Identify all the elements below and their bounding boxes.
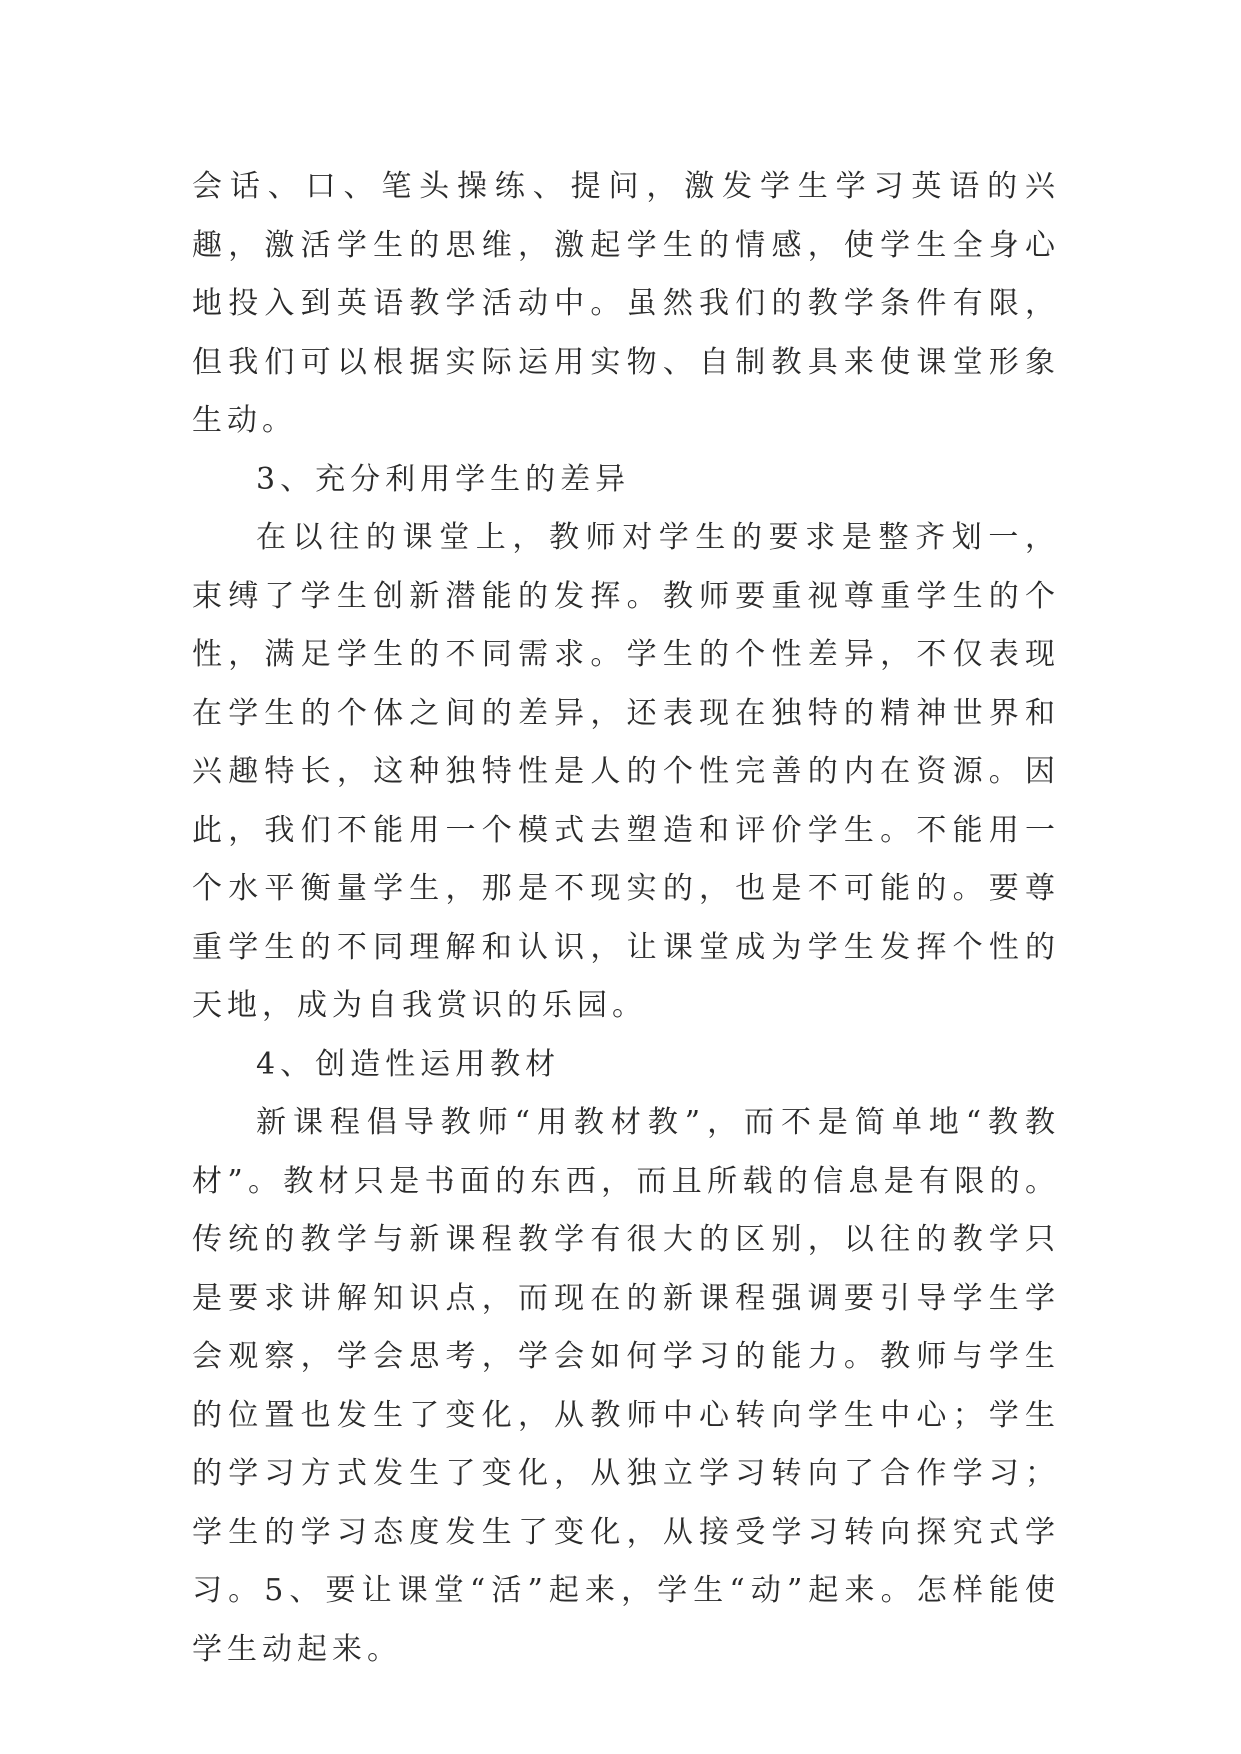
paragraph-student-differences: 在以往的课堂上，教师对学生的要求是整齐划一，束缚了学生创新潜能的发挥。教师要重视尊重学生的个性，满足学生的不同需求。学生的个性差异，不仅表现在学生的个体之间的差异，还表现在独特的精神世界和兴趣特长，这种独特性是人的个性完善的内在资源。因此，我们不能用一个模式去塑造和评价学生。不能用一个水平衡量学生，那是不现实的，也是不可能的。要尊重学生的不同理解和认识，让课堂成为学生发挥个性的天地，成为自我赏识的乐园。 [192, 520, 1060, 1023]
paragraph-continuation: 会话、口、笔头操练、提问，激发学生学习英语的兴趣，激活学生的思维，激起学生的情感，使学生全身心地投入到英语教学活动中。虽然我们的教学条件有限，但我们可以根据实际运用实物、自制教具来使课堂形象生动。 [192, 169, 1060, 438]
section-heading-4: 4、创造性运用教材 [256, 1046, 561, 1082]
paragraph-creative-textbook-use: 新课程倡导教师“用教材教”，而不是简单地“教教材”。教材只是书面的东西，而且所载的信息是有限的。传统的教学与新课程教学有很大的区别，以往的教学只是要求讲解知识点，而现在的新课程强调要引导学生学会观察，学会思考，学会如何学习的能力。教师与学生的位置也发生了变化，从教师中心转向学生中心；学生的学习方式发生了变化，从独立学习转向了合作学习；学生的学习态度发生了变化，从接受学习转向探究式学习。5、要让课堂“活”起来，学生“动”起来。怎样能使学生动起来。 [192, 1105, 1060, 1667]
section-heading-3: 3、充分利用学生的差异 [256, 461, 631, 497]
document-page [192, 158, 1060, 1679]
